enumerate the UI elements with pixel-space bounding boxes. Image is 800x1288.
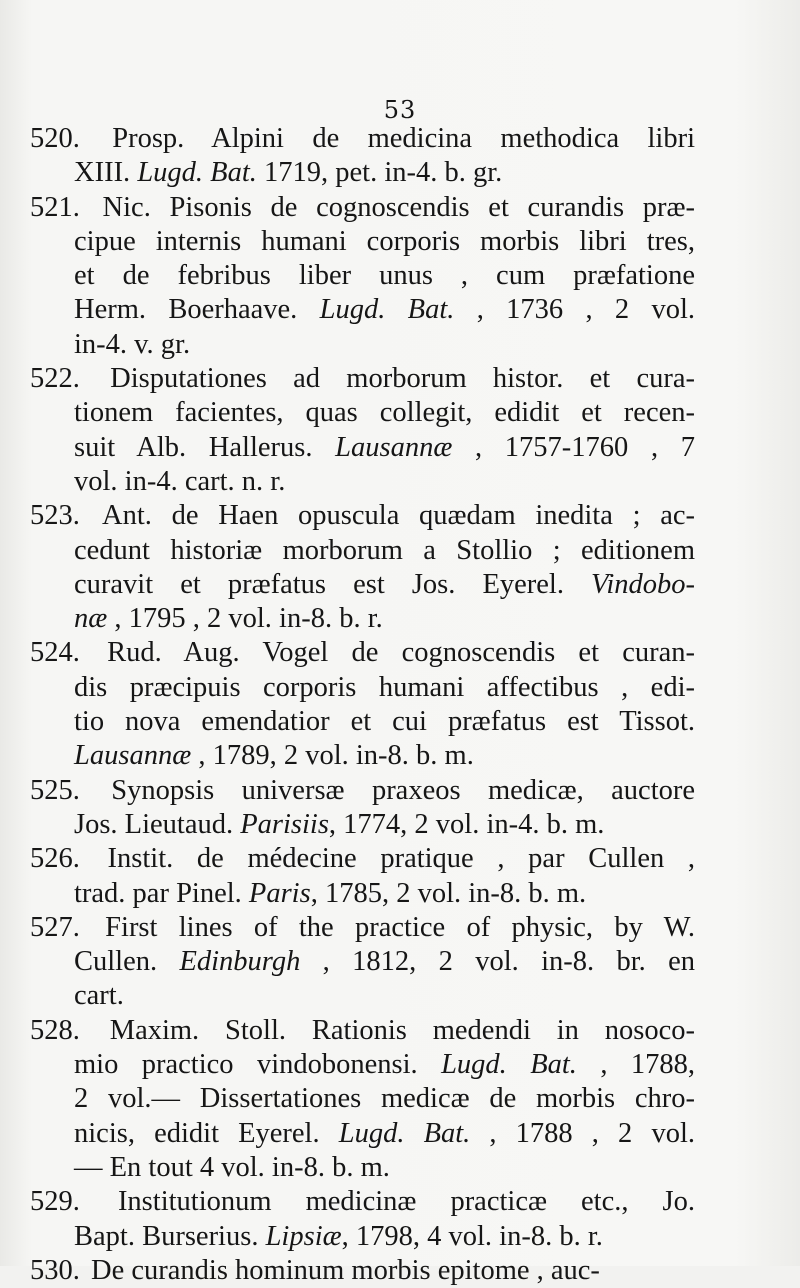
entry-place: Lausannæ: [335, 431, 453, 463]
entry-line: [30, 774, 695, 808]
entry-text: — En tout 4 vol. in-8. b. m.: [74, 1151, 390, 1183]
entry-number: 530.: [30, 1254, 80, 1286]
entry-line: [30, 1151, 695, 1185]
entry-line: [30, 1220, 695, 1254]
entry-text: tionem facientes, quas collegit, edidit et recen-: [74, 397, 695, 429]
entry-line: [30, 945, 695, 979]
entry-number: 525.: [30, 774, 80, 806]
entry-line: [30, 842, 695, 876]
entry-line: [30, 431, 695, 465]
entry-text: nicis, edidit Eyerel.: [74, 1117, 339, 1149]
catalogue-entry: [30, 122, 695, 191]
entry-number: 528.: [30, 1014, 80, 1046]
entry-text: , 1785, 2 vol. in-8. b. m.: [310, 877, 587, 909]
entry-number: 522.: [30, 363, 80, 395]
entry-text: tio nova emendatior et cui præfatus est Tissot.: [74, 706, 695, 738]
entry-text: XIII.: [74, 157, 138, 189]
entry-text: dis præcipuis corporis humani affectibus , edi-: [74, 671, 695, 703]
entry-text: Instit. de médecine pratique , par Cullen ,: [107, 843, 696, 875]
entry-line: [30, 568, 695, 602]
entry-text: Synopsis universæ praxeos medicæ, auctore: [111, 774, 695, 806]
entry-text: , 1788 , 2 vol.: [470, 1117, 695, 1149]
entry-text: Bapt. Burserius.: [74, 1220, 266, 1252]
entry-text: 2 vol.— Dissertationes medicæ de morbis chro-: [74, 1083, 695, 1115]
entry-text: trad. par Pinel.: [74, 877, 249, 909]
catalogue-entry: [30, 636, 695, 773]
entry-line: [30, 156, 695, 190]
entry-line: [30, 1082, 695, 1116]
entry-text: Maxim. Stoll. Rationis medendi in nosoco-: [109, 1014, 695, 1046]
entry-text: Ant. de Haen opuscula quædam inedita ; ac-: [102, 500, 695, 532]
entry-place: Lipsiæ: [265, 1220, 342, 1252]
catalogue-entry: [30, 911, 695, 1014]
catalogue-entry: [30, 362, 695, 499]
entry-text: cart.: [74, 980, 124, 1012]
entry-line: [30, 705, 695, 739]
entry-line: [30, 739, 695, 773]
entry-text: Nic. Pisonis de cognoscendis et curandis præ-: [102, 191, 696, 223]
entry-text: Disputationes ad morborum histor. et cura-: [110, 363, 695, 395]
entry-line: [30, 122, 695, 156]
entry-place: Edinburgh: [179, 946, 301, 978]
entry-line: [30, 293, 695, 327]
entry-number: 523.: [30, 500, 80, 532]
entry-line: [30, 1185, 695, 1219]
entry-line: [30, 328, 695, 362]
entry-line: [30, 396, 695, 430]
entry-text: et de febribus liber unus , cum præfatione: [74, 260, 695, 292]
entry-text: Jos. Lieutaud.: [74, 808, 241, 840]
entry-text: 1719, pet. in-4. b. gr.: [256, 157, 503, 189]
entry-text: Cullen.: [74, 946, 180, 978]
entry-line: [30, 911, 695, 945]
entry-text: , 1789, 2 vol. in-8. b. m.: [191, 740, 474, 772]
entry-place: næ: [74, 603, 108, 635]
entry-line: [30, 259, 695, 293]
entry-number: 521.: [30, 191, 80, 223]
entry-text: , 1757-1760 , 7: [452, 431, 696, 463]
entry-text: , 1788,: [576, 1049, 695, 1081]
entry-number: 524.: [30, 637, 80, 669]
catalogue-entry: [30, 842, 695, 911]
entry-line: [30, 1117, 695, 1151]
catalogue-entry: [30, 774, 695, 843]
entry-line: [30, 1254, 695, 1288]
catalogue-entries: [30, 122, 695, 1288]
entry-text: Institutionum medicinæ practicæ etc., Jo.: [117, 1186, 696, 1218]
entry-place: Lugd. Bat.: [441, 1049, 577, 1081]
entry-place: Paris: [248, 877, 311, 909]
entry-text: , 1774, 2 vol. in-4. b. m.: [328, 808, 605, 840]
entry-place: Lugd. Bat.: [338, 1117, 471, 1149]
entry-place: Lausannæ: [74, 740, 192, 772]
entry-number: 527.: [30, 911, 80, 943]
entry-text: , 1812, 2 vol. in-8. br. en: [300, 946, 695, 978]
entry-text: Rud. Aug. Vogel de cognoscendis et curan-: [107, 637, 696, 669]
catalogue-entry: [30, 1254, 695, 1288]
entry-line: [30, 602, 695, 636]
entry-number: 520.: [30, 123, 80, 154]
entry-text: vol. in-4. cart. n. r.: [74, 465, 286, 497]
entry-text: , 1795 , 2 vol. in-8. b. r.: [107, 603, 383, 635]
entry-text: suit Alb. Hallerus.: [74, 431, 336, 463]
page-number: 53: [383, 96, 417, 124]
entry-line: [30, 979, 695, 1013]
entry-line: [30, 808, 695, 842]
entry-place: Lugd. Bat.: [319, 294, 455, 326]
entry-line: [30, 636, 695, 670]
entry-line: [30, 1048, 695, 1082]
entry-text: Prosp. Alpini de medicina methodica libri: [112, 123, 695, 154]
entry-line: [30, 671, 695, 705]
entry-text: , 1736 , 2 vol.: [454, 294, 695, 326]
catalogue-entry: [30, 191, 695, 362]
entry-text: cedunt historiæ morborum a Stollio ; editionem: [74, 534, 695, 566]
entry-line: [30, 362, 695, 396]
entry-text: curavit et præfatus est Jos. Eyerel.: [74, 568, 592, 600]
entry-place: Parisiis: [240, 808, 329, 840]
catalogue-entry: [30, 1014, 695, 1185]
entry-number: 526.: [30, 843, 80, 875]
catalogue-entry: [30, 499, 695, 636]
entry-line: [30, 225, 695, 259]
catalogue-entry: [30, 1185, 695, 1254]
entry-text: , 1798, 4 vol. in-8. b. r.: [341, 1220, 603, 1252]
entry-text: in-4. v. gr.: [74, 328, 191, 360]
entry-text: De curandis hominum morbis epitome , auc-: [91, 1254, 600, 1286]
entry-line: [30, 465, 695, 499]
entry-text: Herm. Boerhaave.: [74, 294, 320, 326]
entry-place: Lugd. Bat.: [137, 157, 257, 189]
entry-text: First lines of the practice of physic, by W.: [105, 911, 696, 943]
entry-line: [30, 1014, 695, 1048]
entry-line: [30, 877, 695, 911]
entry-text: mio practico vindobonensi.: [74, 1049, 442, 1081]
entry-text: cipue internis humani corporis morbis libri tres,: [74, 225, 695, 257]
entry-line: [30, 191, 695, 225]
entry-place: Vindobo-: [591, 568, 695, 600]
entry-line: [30, 534, 695, 568]
entry-line: [30, 499, 695, 533]
entry-number: 529.: [30, 1186, 80, 1218]
